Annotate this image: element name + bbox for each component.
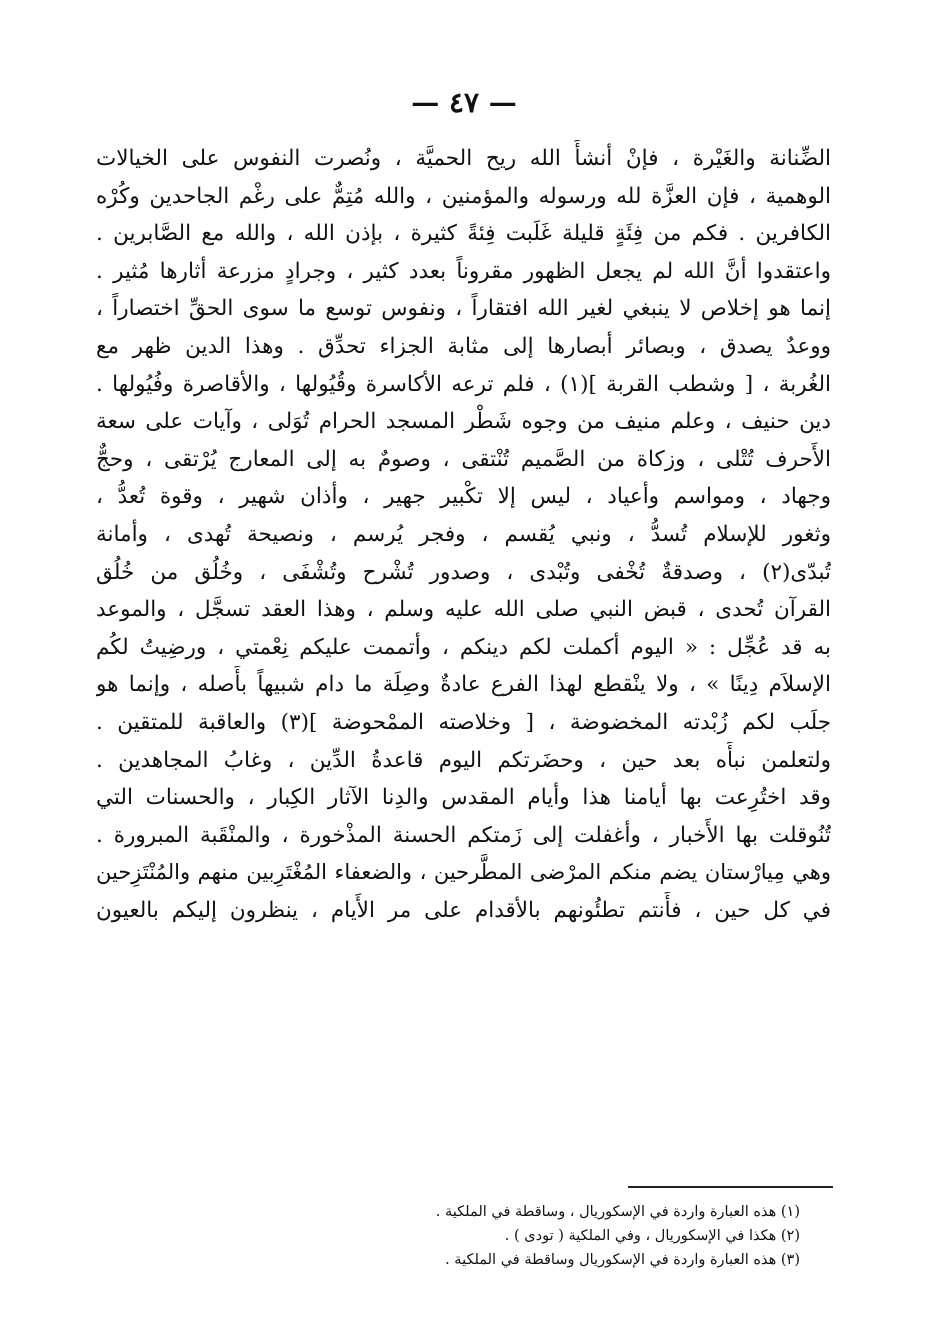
text-line: وهي مِيارْستان يضم منكم المرْضى المطَّرحين ، والضعفاء المُغْتَرِبين منهم والمُنْتَزِحين [96, 860, 831, 885]
text-line: الكافرين . فكم من فِئَةٍ قليلة غَلَبت فِئةً كثيرة ، بإذن الله ، والله مع الصَّابرين . [96, 221, 831, 247]
footnote: (٢) هكذا في الإسكوريال ، وفي الملكية ( تودى ) . [504, 1228, 800, 1244]
text-line: جلَب لكم زُبْدته المخضوضة ، [ وخلاصته الممْحوضة ](٣) والعاقبة للمتقين . [96, 709, 831, 735]
text-line: القرآن تُحدى ، قبض النبي صلى الله عليه وسلم ، وهذا العقد تسجَّل ، والموعد [96, 597, 831, 623]
text-line: تُنُوقلت بها الأَخبار ، وأغفلت إلى زَمتكم الحسنة المذْخورة ، والمنْقَبة المبرورة . [96, 822, 831, 848]
text-line: دين حنيف ، وعلم منيف من وجوه شَطْر المسجد الحرام تُوَلى ، وآيات على سعة [96, 409, 831, 435]
page-number: — ٤٧ — [411, 86, 517, 119]
text-line: وقد اختُرِعت بها أيامنا هذا وأيام المقدس والدِنا الآثار الكِبار ، والحسنات التي [96, 785, 831, 811]
text-line: ولتعلمن نبأَه بعد حين ، وحضَرتكم اليوم قاعدةُ الدِّين ، وغابُ المجاهدين . [96, 747, 831, 773]
body-text [96, 140, 831, 929]
text-line: إنما هو إخلاص لا ينبغي لغير الله افتقاراً ، ونفوس توسع ما سوى الحقِّ اختصاراً ، [96, 296, 831, 322]
text-line: به قد عُجِّل : « اليوم أكملت لكم دينكم ، وأتممت عليكم نِعْمتي ، ورضِيتُ لكُم [96, 634, 831, 660]
text-line: الإسلاَم دِينًا » ، ولا ينْقطع لهذا الفرع عادةٌ وصِلَة ما دام شبيهاً بأَصله ، وإنما هو [96, 672, 831, 698]
footnotes [300, 1200, 800, 1272]
text-line: وجهاد ، ومواسم وأعياد ، ليس إلا تكْبير جهير ، وأذان شهير ، وقوة تُعدُّ ، [96, 484, 831, 510]
footnote: (٣) هذه العبارة واردة في الإسكوريال وساقطة في الملكية . [445, 1252, 800, 1268]
text-line: الضِّنانة والغَيْرة ، فإنْ أنشأَ الله ريح الحميَّة ، ونُصرت النفوس على الخيالات [96, 146, 831, 171]
text-line: في كل حين ، فأَنتم تطئُونهم بالأقدام على مر الأَيام ، ينظرون إليكم بالعيون [96, 897, 831, 923]
footnote-divider [628, 1186, 833, 1188]
text-line: الأَحرف تُتْلى ، وزكاة من الصَّميم تُنْتقى ، وصومٌ به إلى المعارج يُرْتقى ، وحجٌّ [96, 446, 831, 472]
text-line: ووعدٌ يصدق ، وبصائر أبصارها إلى مثابة الجزاء تحدِّق . وهذا الدين ظهر مع [96, 333, 831, 359]
text-line: الغُربة ، [ وشطب القربة ](١) ، فلم ترعه الأكاسرة وقُيُولها ، والأقاصرة وفُيُولها . [96, 371, 831, 397]
text-line: وثغور للإسلام تُسدُّ ، ونبي يُقسم ، وفجر يُرسم ، ونصيحة تُهدى ، وأمانة [96, 521, 831, 547]
footnote: (١) هذه العبارة واردة في الإسكوريال ، وساقطة في الملكية . [435, 1204, 800, 1220]
text-line: تُبدّى(٢) ، وصدقةٌ تُخْفى وتُبْدى ، وصدور تُشْرح وتُشْفَى ، وخُلُق من خُلُق [96, 559, 831, 585]
text-line: الوهمية ، فإن العزَّة لله ورسوله والمؤمنين ، والله مُتِمٌّ على رغْم الجاحدين وكُرْه [96, 183, 831, 209]
text-line: واعتقدوا أنَّ الله لم يجعل الظهور مقروناً بعدد كثير ، وجرادٍ مزرعة أثارها مُثير . [96, 258, 831, 284]
